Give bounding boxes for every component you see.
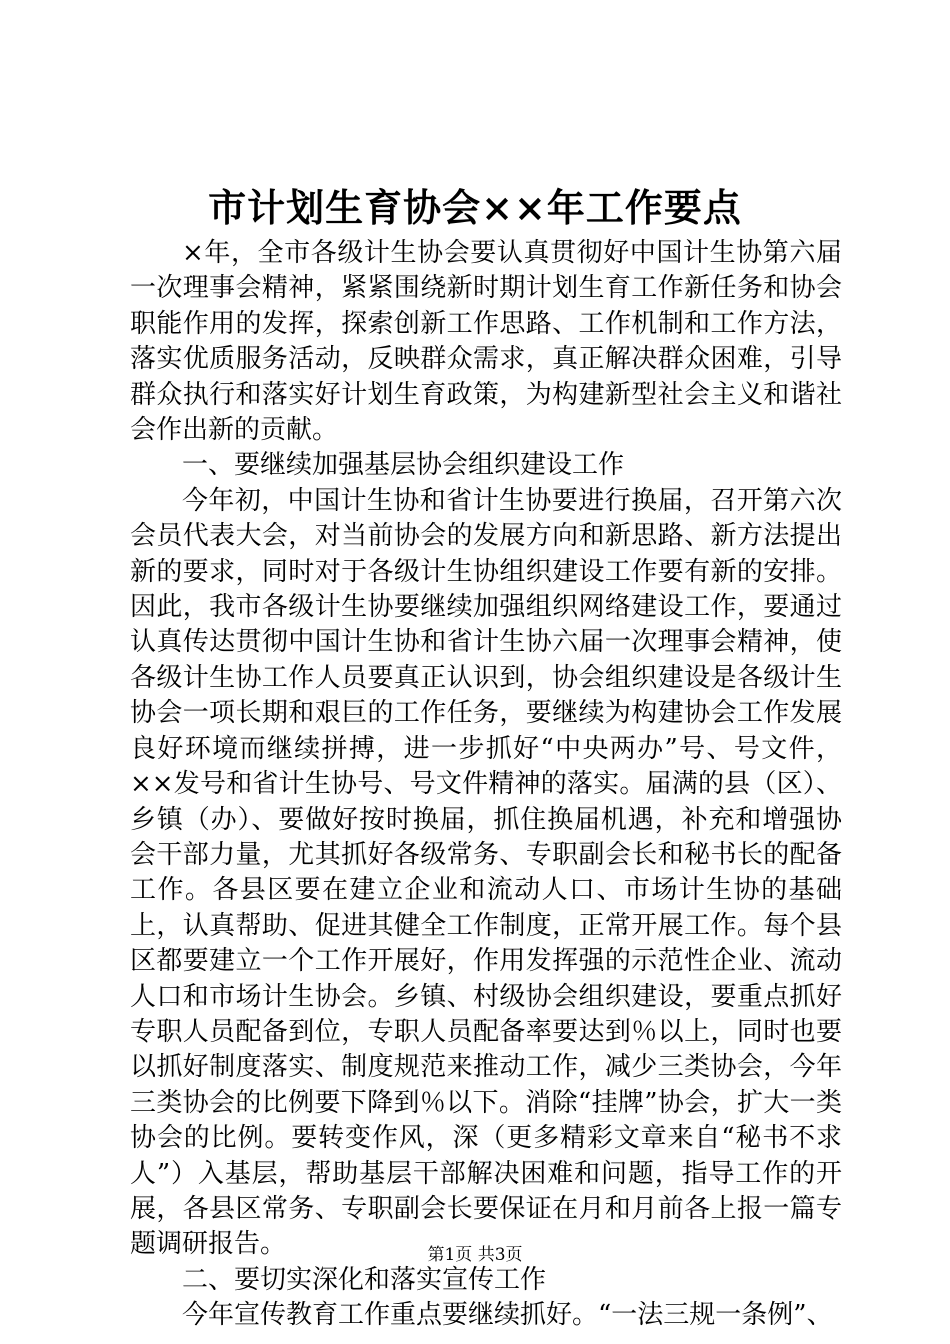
- document-title: 市计划生育协会××年工作要点: [208, 185, 742, 230]
- section-heading-2: 二、要切实深化和落实宣传工作: [182, 1264, 547, 1295]
- paragraph-intro: ×年，全市各级计生协会要认真贯彻好中国计生协第六届一次理事会精神，紧紧围绕新时期计划生育工作新任务和协会职能作用的发挥，探索创新工作思路、工作机制和工作方法，落实优质服务活动，反映群众需求，真正解决群众困难，引导群众执行和落实好计划生育政策，为构建新型社会主义和谐社会作出新的贡献。: [130, 238, 842, 446]
- page-footer: 第1页 共3页: [427, 1245, 523, 1265]
- document-body: [130, 236, 842, 1334]
- paragraph-section-2: 今年宣传教育工作重点要继续抓好。“一法三规一条例”、: [182, 1300, 833, 1331]
- paragraph-section-1: 今年初，中国计生协和省计生协要进行换届，召开第六次会员代表大会，对当前协会的发展方向和新思路、新方法提出新的要求，同时对于各级计生协组织建设工作要有新的安排。因此，我市各级计生协要继续加强组织网络建设工作，要通过认真传达贯彻中国计生协和省计生协六届一次理事会精神，使各级计生协工作人员要真正认识到，协会组织建设是各级计生协会一项长期和艰巨的工作任务，要继续为构建协会工作发展良好环境而继续拼搏，进一步抓好“中央两办”号、号文件，××发号和省计生协号、号文件精神的落实。届满的县（区）、乡镇（办）、要做好按时换届，抓住换届机遇，补充和增强协会干部力量，尤其抓好各级常务、专职副会长和秘书长的配备工作。各县区要在建立企业和流动人口、市场计生协的基础上，认真帮助、促进其健全工作制度，正常开展工作。每个县区都要建立一个工作开展好，作用发挥强的示范性企业、流动人口和市场计生协会。乡镇、村级协会组织建设，要重点抓好专职人员配备到位，专职人员配备率要达到％以上，同时也要以抓好制度落实、制度规范来推动工作，减少三类协会，今年三类协会的比例要下降到％以下。消除“挂牌”协会，扩大一类协会的比例。要转变作风，深（更多精彩文章来自“秘书不求人”）入基层，帮助基层干部解决困难和问题，指导工作的开展，各县区常务、专职副会长要保证在月和月前各上报一篇专题调研报告。: [130, 485, 842, 1260]
- section-heading-1: 一、要继续加强基层协会组织建设工作: [182, 450, 625, 481]
